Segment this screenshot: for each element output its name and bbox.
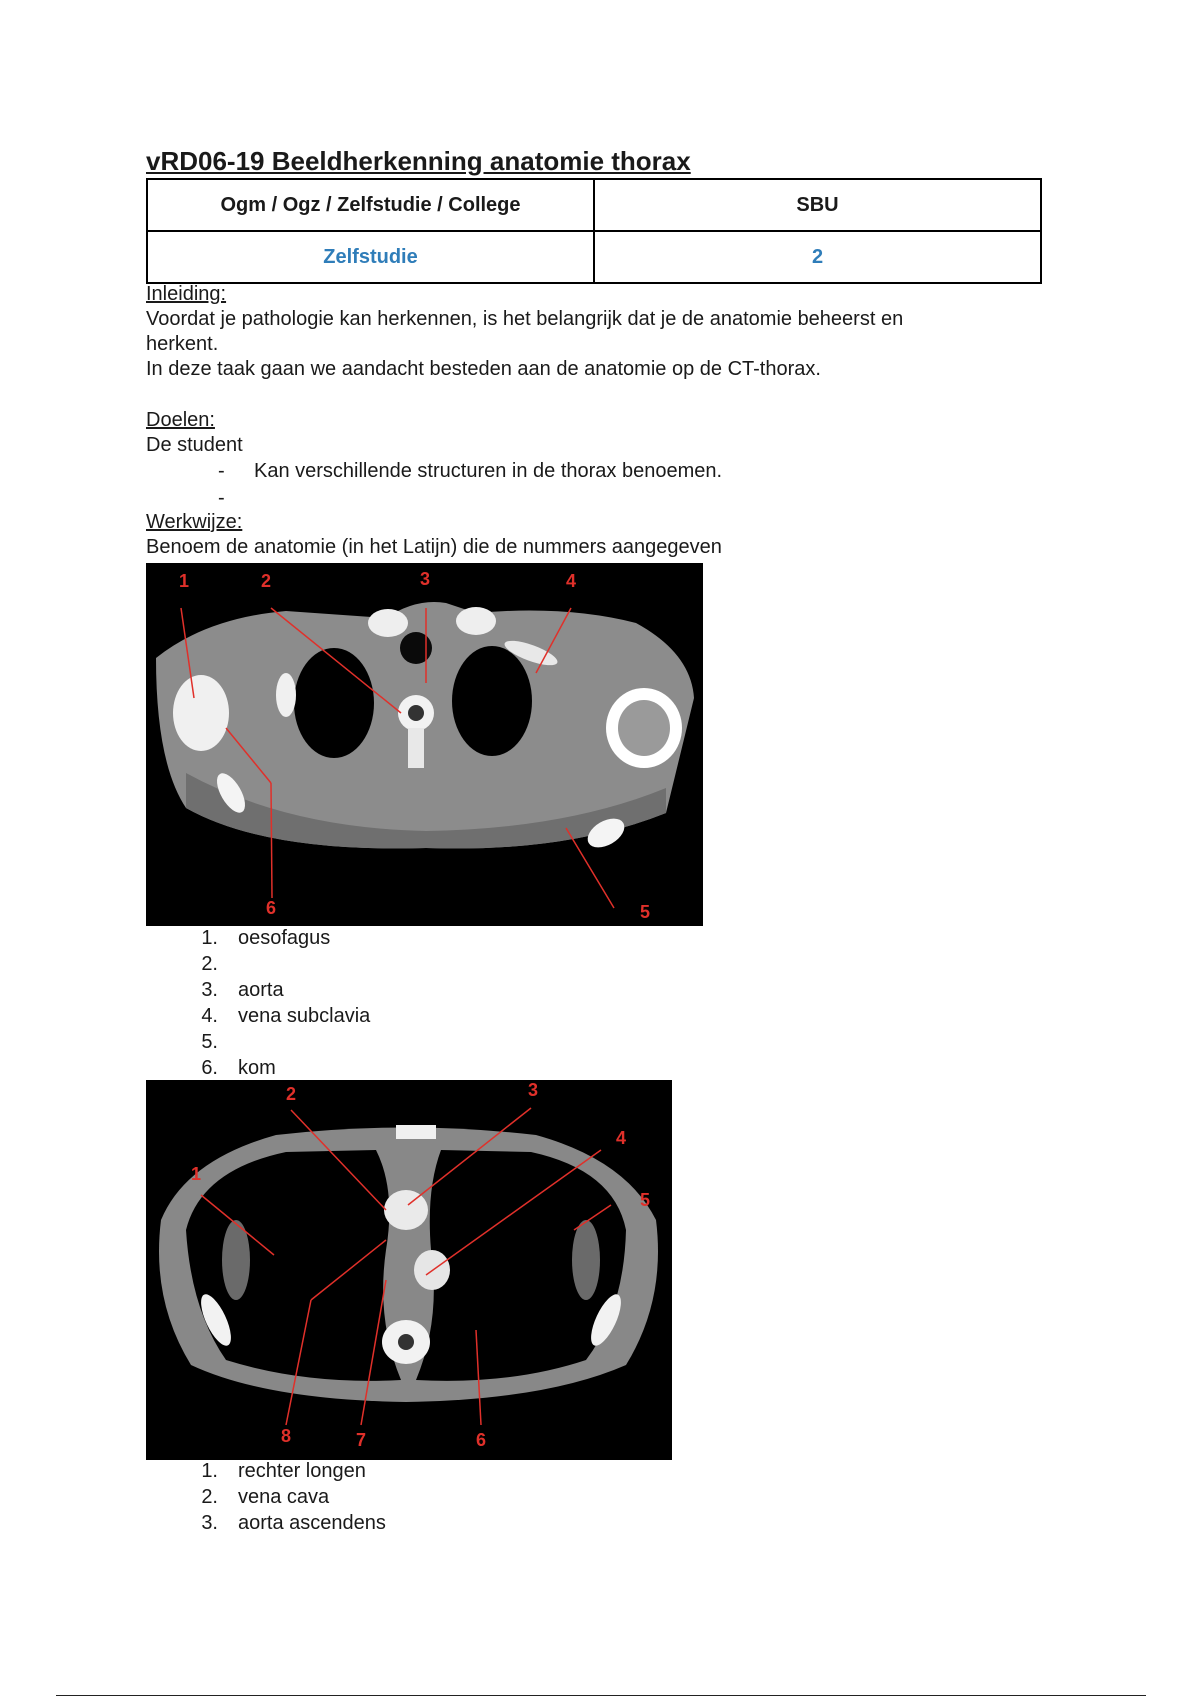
ct2-label-2: 2 xyxy=(286,1084,297,1104)
list-item: 4. vena subclavia xyxy=(201,1005,371,1027)
answer-list-2 xyxy=(178,1458,386,1536)
method-instruction: Benoem de anatomie (in het Latijn) die de nummers aangegeven xyxy=(146,536,722,558)
ct2-label-6: 6 xyxy=(476,1430,487,1450)
method-heading: Werkwijze: xyxy=(146,511,243,533)
ct-scan-2-graphic xyxy=(146,1080,672,1460)
list-item: 1. oesofagus xyxy=(201,927,331,949)
ct1-label-3: 3 xyxy=(420,569,431,589)
ct-scan-1-graphic xyxy=(146,563,703,926)
answer-list-1 xyxy=(178,925,370,1081)
ct2-label-3: 3 xyxy=(528,1080,539,1100)
course-meta-table xyxy=(146,178,1042,284)
list-item: 3. aorta xyxy=(201,979,284,1001)
intro-heading: Inleiding: xyxy=(146,283,227,305)
list-item: 5. xyxy=(201,1031,218,1053)
empty-bullet-dash: - xyxy=(218,487,225,509)
ct2-label-1: 1 xyxy=(191,1164,202,1184)
intro-line-3: In deze taak gaan we aandacht besteden aan de anatomie op de CT-thorax. xyxy=(146,358,821,380)
header-sbu: SBU xyxy=(594,179,1041,231)
list-item: 2. xyxy=(201,953,218,975)
list-item: 3. aorta ascendens xyxy=(201,1512,386,1534)
ct-scan-image-2 xyxy=(146,1080,672,1460)
ct1-label-4: 4 xyxy=(566,571,577,591)
ct1-label-2: 2 xyxy=(261,571,272,591)
intro-line-1: Voordat je pathologie kan herkennen, is het belangrijk dat je de anatomie beheerst en xyxy=(146,308,904,330)
document-title: vRD06-19 Beeldherkenning anatomie thorax xyxy=(146,146,691,176)
ct2-label-5: 5 xyxy=(640,1190,651,1210)
list-item: 2. vena cava xyxy=(201,1486,330,1508)
goals-heading: Doelen: xyxy=(146,409,215,431)
header-activity-type: Ogm / Ogz / Zelfstudie / College xyxy=(147,179,594,231)
goal-item: Kan verschillende structuren in de thorax benoemen. xyxy=(254,460,723,482)
intro-line-2: herkent. xyxy=(146,333,219,355)
ct2-label-4: 4 xyxy=(616,1128,627,1148)
goal-bullet-dash: - xyxy=(218,460,225,482)
value-sbu: 2 xyxy=(594,231,1041,283)
goals-subject: De student xyxy=(146,434,243,456)
ct1-label-6: 6 xyxy=(266,898,277,918)
ct1-label-5: 5 xyxy=(640,902,651,922)
ct1-label-1: 1 xyxy=(179,571,190,591)
value-activity-type: Zelfstudie xyxy=(147,231,594,283)
list-item: 6. kom xyxy=(201,1057,276,1079)
ct2-label-8: 8 xyxy=(281,1426,292,1446)
page-bottom-divider xyxy=(56,1695,1146,1696)
list-item: 1. rechter longen xyxy=(201,1460,366,1482)
ct-scan-image-1 xyxy=(146,563,703,926)
ct2-label-7: 7 xyxy=(356,1430,367,1450)
